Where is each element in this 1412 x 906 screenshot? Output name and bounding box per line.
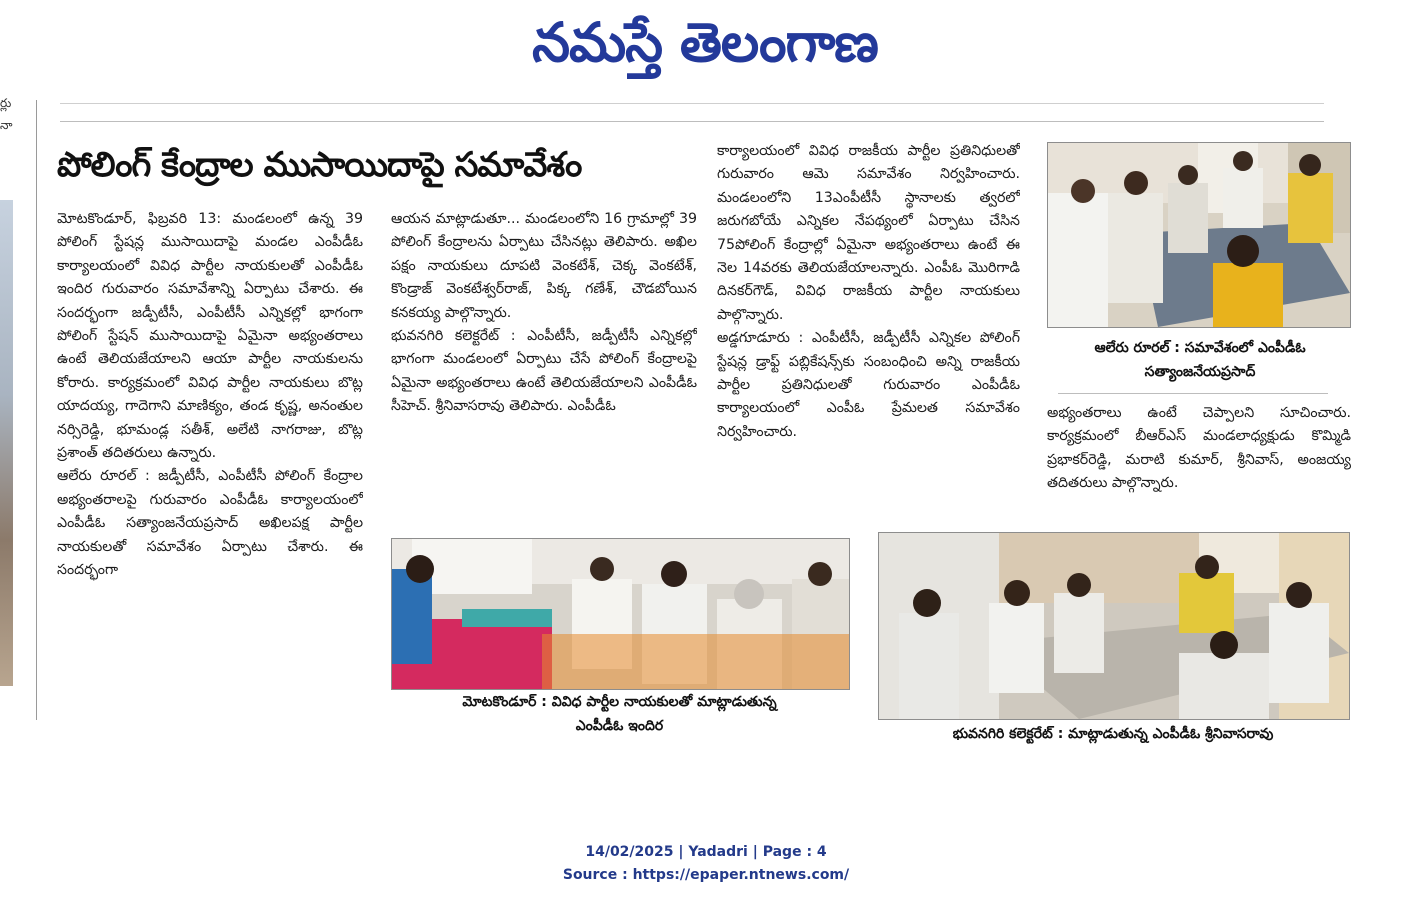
caption-aleru — [1040, 336, 1360, 384]
caption-motakondur — [391, 690, 848, 738]
left-edge-fragment: ర్లు — [0, 96, 12, 110]
meeting-photo-illustration — [392, 539, 849, 689]
column-rule — [36, 100, 37, 720]
left-cropped-photo — [0, 200, 13, 686]
meeting-photo-illustration — [1048, 143, 1350, 327]
caption-motakondur-line-2: ఎంపీడీఓ ఇందిర — [575, 718, 664, 734]
caption-aleru-line-1: ఆలేరు రూరల్ : సమావేశంలో ఎంపీడీఓ — [1094, 340, 1306, 356]
caption-bhuvanagiri — [878, 722, 1348, 746]
article-headline: పోలింగ్ కేంద్రాల ముసాయిదాపై సమావేశం — [57, 145, 582, 185]
masthead-logo: నమస్తే తెలంగాణ — [532, 10, 878, 74]
top-clipped-rule — [60, 103, 1324, 104]
column-4-text: అభ్యంతరాలు ఉంటే చెప్పాలని సూచించారు. కార్యక్రమంలో బీఆర్ఎస్ మండలాధ్యక్షుడు కొమ్మిడి ప్రభాకర్‌రెడ్డి, మరాటి కుమార్, శ్రీనివాస్, అంజయ్య తదితరులు పాల్గొన్నారు. — [1047, 405, 1351, 492]
footer-date-edition-page: 14/02/2025 | Yadadri | Page : 4 — [585, 844, 827, 860]
article-column-3 — [717, 140, 1020, 524]
section-rule — [60, 121, 1324, 122]
caption-motakondur-line-1: మోటకొండూర్ : వివిధ పార్టీల నాయకులతో మాట్లాడుతున్న — [462, 694, 777, 710]
photo-aleru-meeting — [1047, 142, 1351, 328]
caption-aleru-line-2: సత్యాంజనేయప్రసాద్ — [1144, 364, 1256, 380]
article-column-2 — [391, 208, 697, 526]
photo-motakondur-meeting — [391, 538, 850, 690]
column-3-text: కార్యాలయంలో వివిధ రాజకీయ పార్టీల ప్రతినిధులతో గురువారం ఆమె సమావేశం నిర్వహించారు. మండలంలోని 13ఎంపీటీసీ స్థానాలకు త్వరలో జరుగబోయే ఎన్నికల నేపథ్యంలో ఏర్పాటు చేసిన 75పోలింగ్ కేంద్రాల్లో ఏమైనా అభ్యంతరాలు ఉంటే ఈ నెల 14వరకు తెలియజేయాలన్నారు. ఎంపీఓ మొరిగాడి దినకర్‌గౌడ్, వివిధ రాజకీయ పార్టీల నాయకులు పాల్గొన్నారు. — [717, 143, 1020, 323]
footer-source-link[interactable]: Source : https://epaper.ntnews.com/ — [562, 867, 850, 883]
meeting-photo-illustration — [879, 533, 1349, 719]
column-1-text: మోటకొండూర్, ఫిబ్రవరి 13: మండలంలో ఉన్న 39 పోలింగ్ స్టేషన్ల ముసాయిదాపై మండల ఎంపీడీఓ కార్యాలయంలో వివిధ పార్టీల నాయకులతో ఎంపీడీఓ ఇందిర గురువారం సమావేశాన్ని ఏర్పాటు చేశారు. ఈ సందర్భంగా జడ్పీటీసీ, ఎంపీటీసీ ఎన్నికల్లో భాగంగా పోలింగ్ స్టేషన్ ముసాయిదాపై ఏమైనా అభ్యంతరాలు ఉంటే తెలియజేయాలని ఆయా పార్టీల నాయకులను కోరారు. కార్యక్రమంలో వివిధ పార్టీల నాయకులు బొట్ల యాదయ్య, గాదెగాని మాణిక్యం, తండ కృష్ణ, అనంతుల నర్సిరెడ్డి, భూమండ్ల సతీశ్, అలేటి నాగరాజు, బొట్ల ప్రశాంత్ తదితరులు ఉన్నారు. — [57, 211, 363, 462]
column-1-text-aleru: ఆలేరు రూరల్ : జడ్పీటీసీ, ఎంపీటీసీ పోలింగ్ కేంద్రాల అభ్యంతరాలపై గురువారం ఎంపీడీఓ కార్యాలయంలో ఎంపీడీఓ సత్యాంజనేయప్రసాద్ అఖిలపక్ష పార్టీల నాయకులతో సమావేశం ఏర్పాటు చేశారు. ఈ సందర్భంగా — [57, 468, 363, 579]
caption-rule — [1058, 393, 1328, 394]
column-2-text: ఆయన మాట్లాడుతూ... మండలంలోని 16 గ్రామాల్లో 39 పోలింగ్ కేంద్రాలను ఏర్పాటు చేసినట్లు తెలిపారు. అఖిల పక్షం నాయకులు దూపటి వెంకటేశ్, చెక్క వెంకటేశ్, కొండ్రాజ్ వెంకటేశ్వర్‌రాజ్, పిక్క గణేశ్, చౌడబోయిన కనకయ్య పాల్గొన్నారు. — [391, 211, 697, 321]
left-edge-fragment: నా — [0, 118, 13, 132]
column-2-text-bhuvanagiri: భువనగిరి కలెక్టరేట్ : ఎంపీటీసీ, జడ్పీటీసీ ఎన్నికల్లో భాగంగా మండలంలో ఏర్పాటు చేసే పోలింగ్ కేంద్రాలపై ఏమైనా అభ్యంతరాలు ఉంటే తెలియజేయాలని ఎంపీడీఓ సీహెచ్. శ్రీనివాసరావు తెలిపారు. ఎంపీడీఓ — [391, 328, 697, 415]
article-column-4 — [1047, 402, 1351, 512]
article-column-1 — [57, 208, 363, 722]
photo-bhuvanagiri-meeting — [878, 532, 1350, 720]
column-3-text-addagudur: అడ్డగూడూరు : ఎంపీటీసీ, జడ్పీటీసీ ఎన్నికల పోలింగ్ స్టేషన్ల డ్రాఫ్ట్ పబ్లికేషన్స్‌కు సంబంధించి అన్ని రాజకీయ పార్టీల ప్రతినిధులతో గురువారం ఎంపీడీఓ కార్యాలయంలో ఎంపీఓ ప్రేమలత సమావేశం నిర్వహించారు. — [717, 330, 1020, 440]
caption-bhuvanagiri-line: భువనగిరి కలెక్టరేట్ : మాట్లాడుతున్న ఎంపీడీఓ శ్రీనివాసరావు — [952, 726, 1274, 742]
